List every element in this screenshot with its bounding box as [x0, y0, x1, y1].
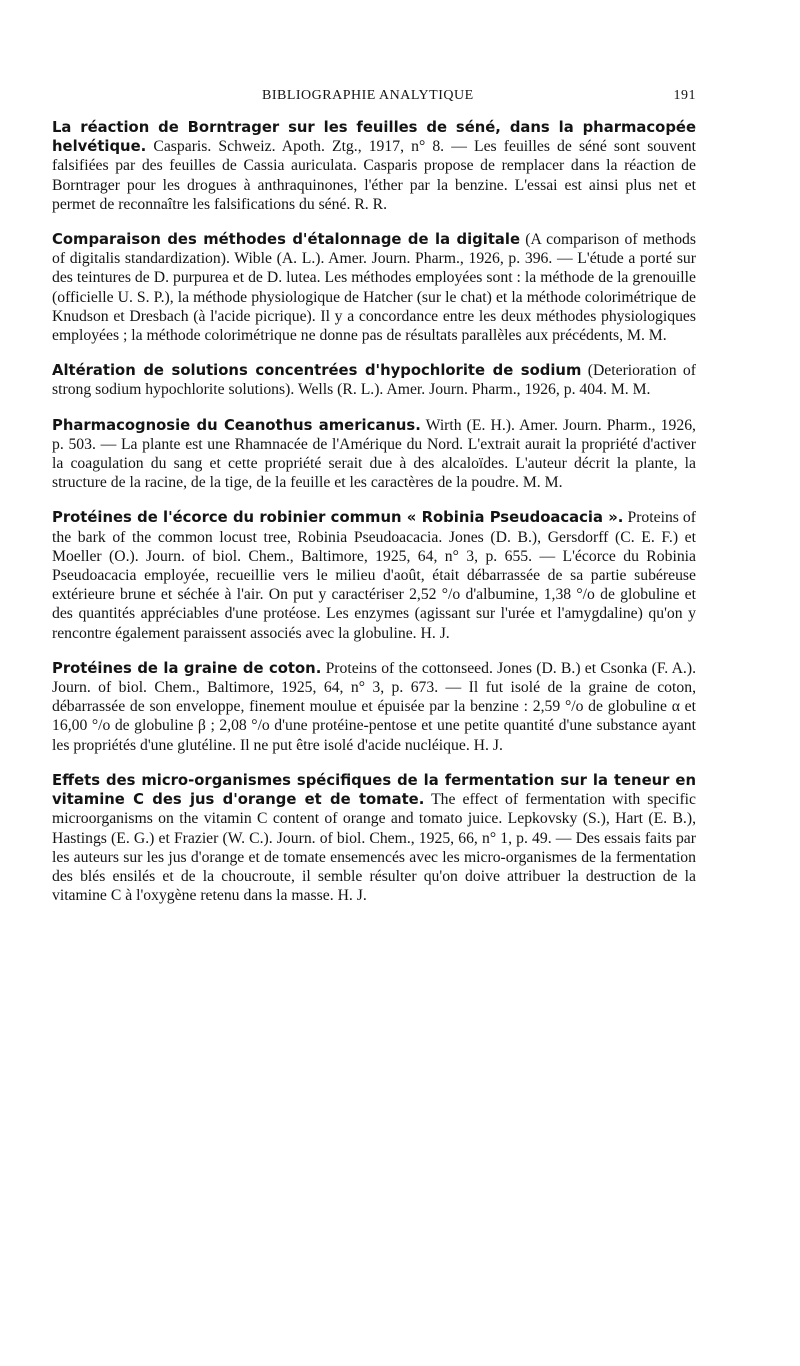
entry-initials: M. M.	[522, 474, 563, 492]
entry-heading: Effets des micro-organismes spécifiques de la fermentation sur la teneur en vitamine C des jus d'orange et de tomate.	[52, 771, 696, 809]
entry-initials: M. M.	[610, 381, 651, 399]
entry-heading: Protéines de la graine de coton.	[52, 659, 322, 677]
page-number: 191	[673, 88, 696, 103]
entry-body: Proteins of the bark of the common locust tree, Robinia Pseudoacacia. Jones (D. B.), Gersdorff (C. E. F.) et Moeller (O.). Journ. of biol. Chem., Baltimore, 1925, 64, n° 3, p. 655. — L'écorce du Robinia Pseudoacacia employée, recueillie vers le milieu d'août, était débarrassée de sa partie subéreuse extérieure brune et séchée à l'air. On put y caractériser 2,52 °/o d'albumine, 1,38 °/o de globuline et des quantités appréciables d'une protéose. Les enzymes (agissant sur l'urée et l'amygdaline) qu'on y rencontre également paraissent associés avec la globuline.	[52, 509, 696, 642]
entry-ceanothus	[52, 416, 696, 493]
entry-robinia-proteins	[52, 508, 696, 642]
entry-initials: H. J.	[337, 887, 367, 905]
entry-body: Wirth (E. H.). Amer. Journ. Pharm., 1926, p. 503. — La plante est une Rhamnacée de l'Amérique du Nord. L'extrait aurait la propriété d'activer la coagulation du sang et cette propriété serait due à des alcaloïdes. L'auteur décrit la plante, la structure de la racine, de la tige, de la feuille et les caractères de la poudre.	[52, 416, 696, 492]
header-title: BIBLIOGRAPHIE ANALYTIQUE	[262, 88, 474, 103]
entry-body: (A comparison of methods of digitalis standardization). Wible (A. L.). Amer. Journ. Pharm., 1926, p. 396. — L'étude a porté sur des teintures de D. purpurea et de D. lutea. Les méthodes employées sont : la méthode de la grenouille (officielle U. S. P.), la méthode physiologique de Hatcher (sur le chat) et la méthode colorimétrique de Knudson et Dresbach (à l'acide picrique). Il y a concordance entre les deux méthodes physiologiques employées ; la méthode colorimétrique ne donne pas de résultats parallèles aux précédents,	[52, 231, 697, 345]
entry-cottonseed-proteins	[52, 659, 696, 755]
entry-hypochlorite	[52, 361, 696, 399]
entry-borntrager-reaction	[52, 118, 696, 214]
entry-body: (Deterioration of strong sodium hypochlorite solutions). Wells (R. L.). Amer. Journ. Pharm., 1926, p. 404.	[52, 362, 696, 399]
entry-initials: R. R.	[354, 195, 388, 213]
entry-vitamin-c-fermentation	[52, 771, 696, 905]
running-header	[52, 88, 696, 114]
entry-body: Casparis. Schweiz. Apoth. Ztg., 1917, n° 8. — Les feuilles de séné sont souvent falsifiées par des feuilles de Cassia auriculata. Casparis propose de remplacer dans la réaction de Borntrager pour les drogues à anthraquinones, l'éther par la benzine. L'essai est ainsi plus net et permet de reconnaître les falsifications du séné.	[52, 138, 696, 213]
entry-heading: Protéines de l'écorce du robinier commun « Robinia Pseudoacacia ».	[52, 509, 624, 527]
entry-initials: M. M.	[627, 327, 667, 345]
entry-heading: Pharmacognosie du Ceanothus americanus.	[52, 416, 421, 434]
entry-heading: Comparaison des méthodes d'étalonnage de la digitale	[52, 231, 520, 249]
entry-body: The effect of fermentation with specific microorganisms on the vitamin C content of orange and tomato juice. Lepkovsky (S.), Hart (E. B.), Hastings (E. G.) et Frazier (W. C.). Journ. of biol. Chem., 1925, 66, n° 1, p. 49. — Des essais faits par les auteurs sur les jus d'orange et de tomate ensemencés avec les micro-organismes de la fermentation des blés ensilés et de la choucroute, il semble résulter qu'on doive attribuer la destruction de la vitamine C à l'oxygène retenu dans la masse.	[52, 791, 696, 905]
entry-initials: H. J.	[420, 624, 450, 642]
entry-heading: La réaction de Borntrager sur les feuilles de séné, dans la pharmacopée helvétique.	[52, 119, 696, 156]
entry-heading: Altération de solutions concentrées d'hypochlorite de sodium	[52, 362, 582, 380]
entry-initials: H. J.	[473, 736, 503, 754]
entry-digitalis-standardization	[52, 230, 696, 345]
entry-body: Proteins of the cottonseed. Jones (D. B.) et Csonka (F. A.). Journ. of biol. Chem., Baltimore, 1925, 64, n° 3, p. 673. — Il fut isolé de la graine de coton, débarrassée de son enveloppe, finement moulue et épuisée par la benzine : 2,59 °/o de globuline α et 16,00 °/o de globuline β ; 2,08 °/o d'une protéine-pentose et une petite quantité d'une substance ayant les propriétés d'une glutéline. Il ne put être isolé d'acide nucléique.	[52, 659, 696, 754]
